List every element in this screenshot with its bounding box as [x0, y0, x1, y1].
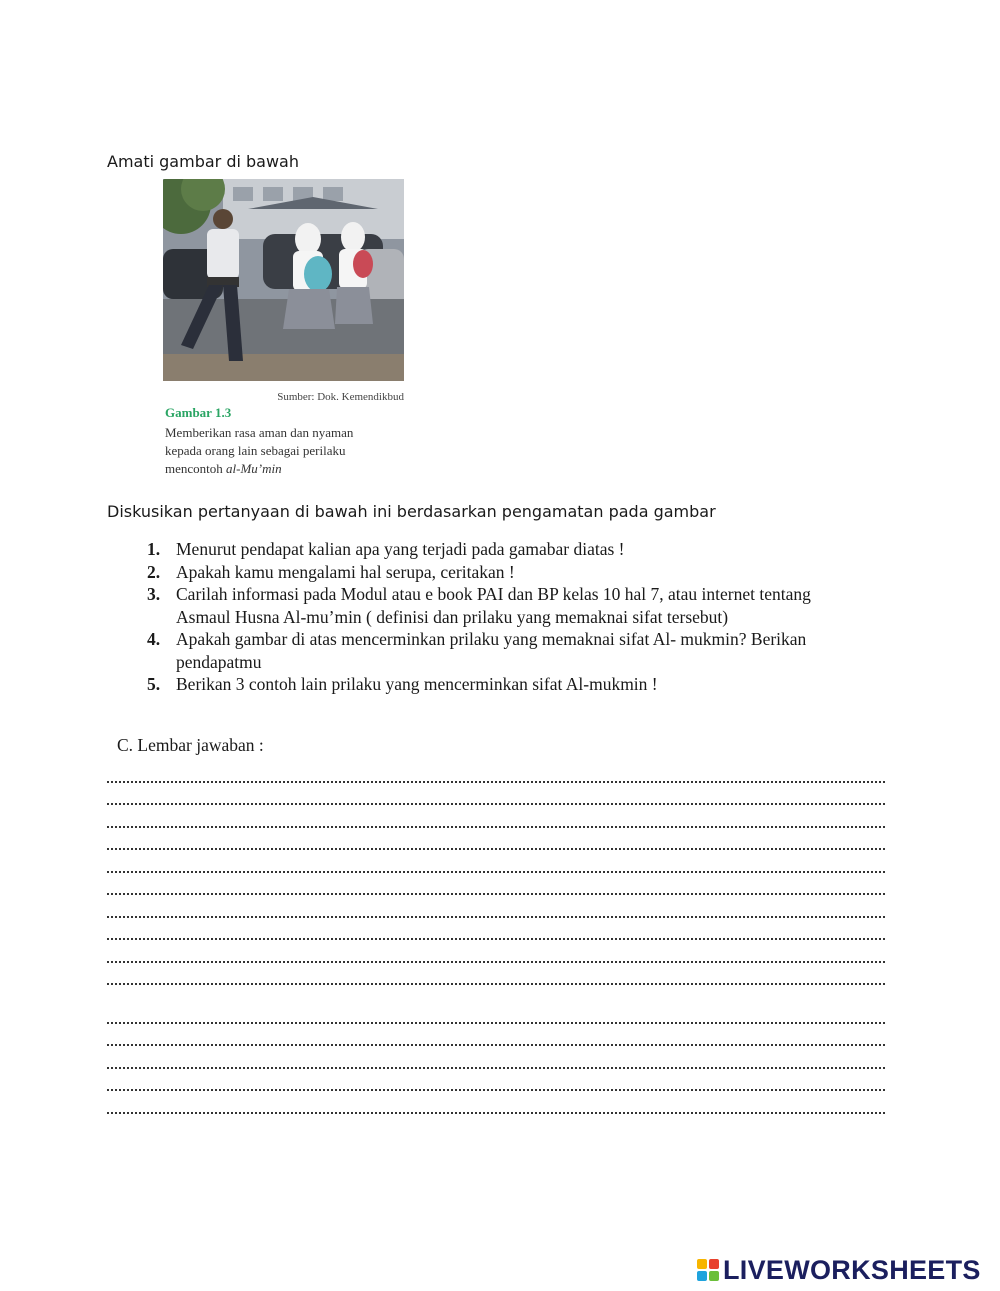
logo-block	[709, 1259, 719, 1269]
liveworksheets-logo	[697, 1255, 981, 1285]
logo-block	[697, 1271, 707, 1281]
question-item	[147, 583, 907, 628]
line-gap	[107, 985, 887, 1001]
question-text: Apakah gambar di atas mencerminkan prilaku yang memaknai sifat Al- mukmin? Berikan	[176, 629, 807, 649]
question-number: 5.	[147, 674, 161, 694]
question-number: 4.	[147, 629, 161, 649]
answer-line[interactable]	[107, 873, 885, 896]
logo-block	[697, 1259, 707, 1269]
question-item	[147, 561, 907, 584]
question-text: Carilah informasi pada Modul atau e book PAI dan BP kelas 10 hal 7, atau internet tentang	[176, 584, 811, 604]
answer-line[interactable]	[107, 805, 885, 828]
discussion-prompt: Diskusikan pertanyaan di bawah ini berdasarkan pengamatan pada gambar	[107, 502, 716, 521]
figure-photo	[163, 179, 404, 381]
question-item	[147, 673, 907, 696]
answer-line[interactable]	[107, 1046, 885, 1069]
answer-section-title: C. Lembar jawaban :	[117, 735, 264, 755]
answer-line[interactable]	[107, 918, 885, 941]
question-item	[147, 538, 907, 561]
question-number: 3.	[147, 584, 161, 604]
logo-text: LIVEWORKSHEETS	[723, 1254, 981, 1285]
question-list	[147, 538, 907, 696]
intro-text: Amati gambar di bawah	[107, 152, 299, 171]
caption-line: kepada orang lain sebagai perilaku	[165, 443, 346, 458]
question-text: Asmaul Husna Al-mu’min ( definisi dan prilaku yang memaknai sifat tersebut)	[176, 606, 729, 627]
figure-source: Sumber: Dok. Kemendikbud	[277, 391, 404, 403]
figure-label: Gambar 1.3	[165, 405, 232, 420]
answer-line[interactable]	[107, 895, 885, 918]
question-number: 1.	[147, 539, 161, 559]
caption-line	[165, 460, 405, 478]
question-text: Apakah kamu mengalami hal serupa, ceritakan !	[176, 561, 515, 582]
answer-line[interactable]	[107, 828, 885, 851]
logo-blocks-icon	[697, 1259, 719, 1281]
answer-line[interactable]	[107, 850, 885, 873]
answer-line[interactable]	[107, 940, 885, 963]
caption-text: mencontoh	[165, 461, 227, 476]
logo-block	[709, 1271, 719, 1281]
answer-line[interactable]	[107, 1091, 885, 1114]
question-text: Berikan 3 contoh lain prilaku yang mencerminkan sifat Al-mukmin !	[176, 674, 658, 694]
question-item	[147, 628, 907, 673]
answer-line[interactable]	[107, 963, 885, 986]
question-text: pendapatmu	[176, 651, 262, 672]
answer-line[interactable]	[107, 1069, 885, 1092]
answer-lines[interactable]	[107, 760, 887, 1114]
answer-line[interactable]	[107, 760, 885, 783]
figure-caption	[165, 424, 405, 478]
caption-italic: al-Mu’min	[226, 461, 282, 476]
answer-line[interactable]	[107, 1001, 885, 1024]
caption-line: Memberikan rasa aman dan nyaman	[165, 425, 354, 440]
answer-line[interactable]	[107, 1024, 885, 1047]
question-text: Menurut pendapat kalian apa yang terjadi pada gamabar diatas !	[176, 539, 625, 559]
question-number: 2.	[147, 561, 161, 582]
answer-line[interactable]	[107, 783, 885, 806]
